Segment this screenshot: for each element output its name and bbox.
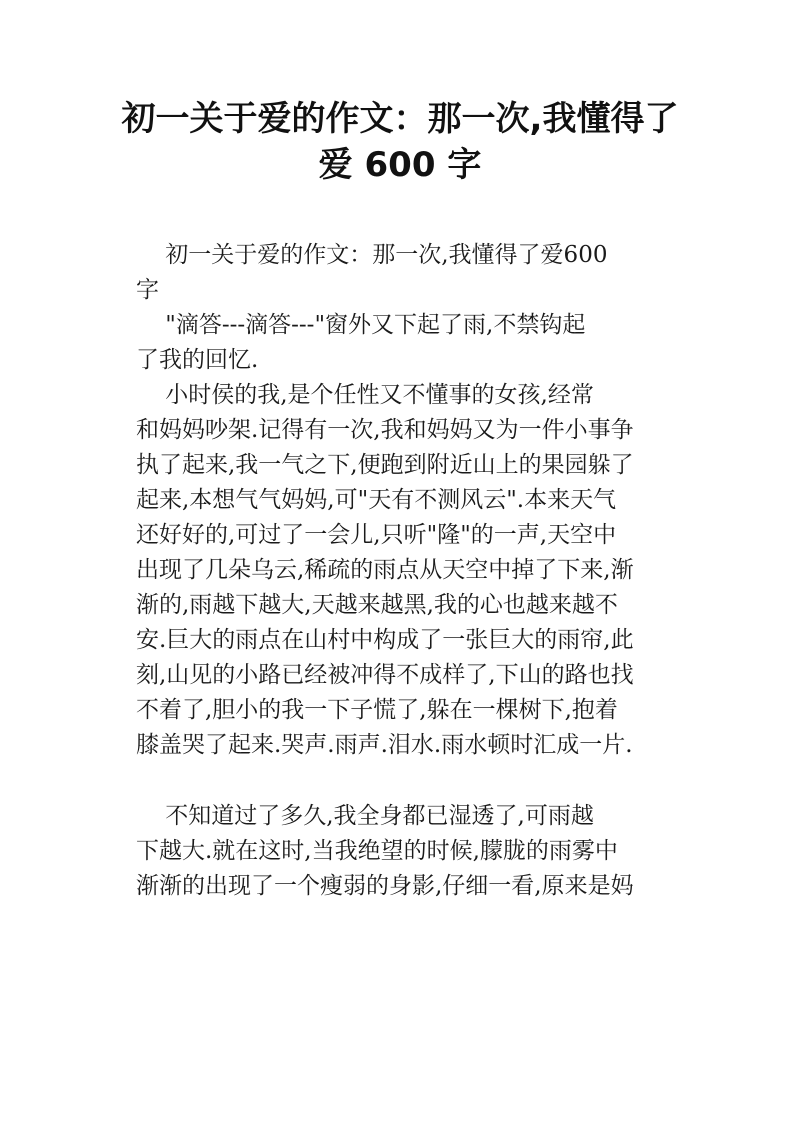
text-line: 下越大.就在这时,当我绝望的时候,朦胧的雨雾中	[136, 838, 618, 864]
paragraph	[136, 308, 664, 378]
text-line: 不着了,胆小的我一下子慌了,躲在一棵树下,抱着	[136, 697, 618, 723]
title-line-2: 爱 600 字	[318, 145, 482, 185]
text-line: 还好好的,可过了一会儿,只听"隆"的一声,天空中	[136, 522, 617, 548]
text-line: 初一关于爱的作文：那一次,我懂得了爱600	[136, 242, 608, 268]
paragraph	[136, 378, 664, 763]
text-line: 渐渐的出现了一个瘦弱的身影,仔细一看,原来是妈	[136, 873, 634, 899]
document-title	[120, 96, 680, 188]
text-line: 出现了几朵乌云,稀疏的雨点从天空中掉了下来,渐	[136, 557, 634, 583]
paragraph-spacer	[136, 763, 664, 799]
text-line: 和妈妈吵架.记得有一次,我和妈妈又为一件小事争	[136, 417, 634, 443]
paragraph	[136, 238, 664, 308]
text-line: 刻,山见的小路已经被冲得不成样了,下山的路也找	[136, 662, 634, 688]
title-line-1: 初一关于爱的作文：那一次,我懂得了	[121, 99, 679, 139]
text-line: 安.巨大的雨点在山村中构成了一张巨大的雨帘,此	[136, 627, 634, 653]
text-line: 执了起来,我一气之下,便跑到附近山上的果园躲了	[136, 452, 634, 478]
document-body	[136, 238, 664, 904]
text-line: 起来,本想气气妈妈,可"天有不测风云".本来天气	[136, 487, 617, 513]
text-line: 了我的回忆.	[136, 347, 259, 373]
text-line: 渐的,雨越下越大,天越来越黑,我的心也越来越不	[136, 592, 618, 618]
text-line: 小时侯的我,是个任性又不懂事的女孩,经常	[136, 382, 594, 408]
text-line: 膝盖哭了起来.哭声.雨声.泪水.雨水顿时汇成一片.	[136, 732, 633, 758]
text-line: 字	[136, 277, 159, 303]
paragraph	[136, 799, 664, 904]
text-line: "滴答---滴答---"窗外又下起了雨,不禁钩起	[136, 312, 586, 338]
text-line: 不知道过了多久,我全身都已湿透了,可雨越	[136, 803, 594, 829]
